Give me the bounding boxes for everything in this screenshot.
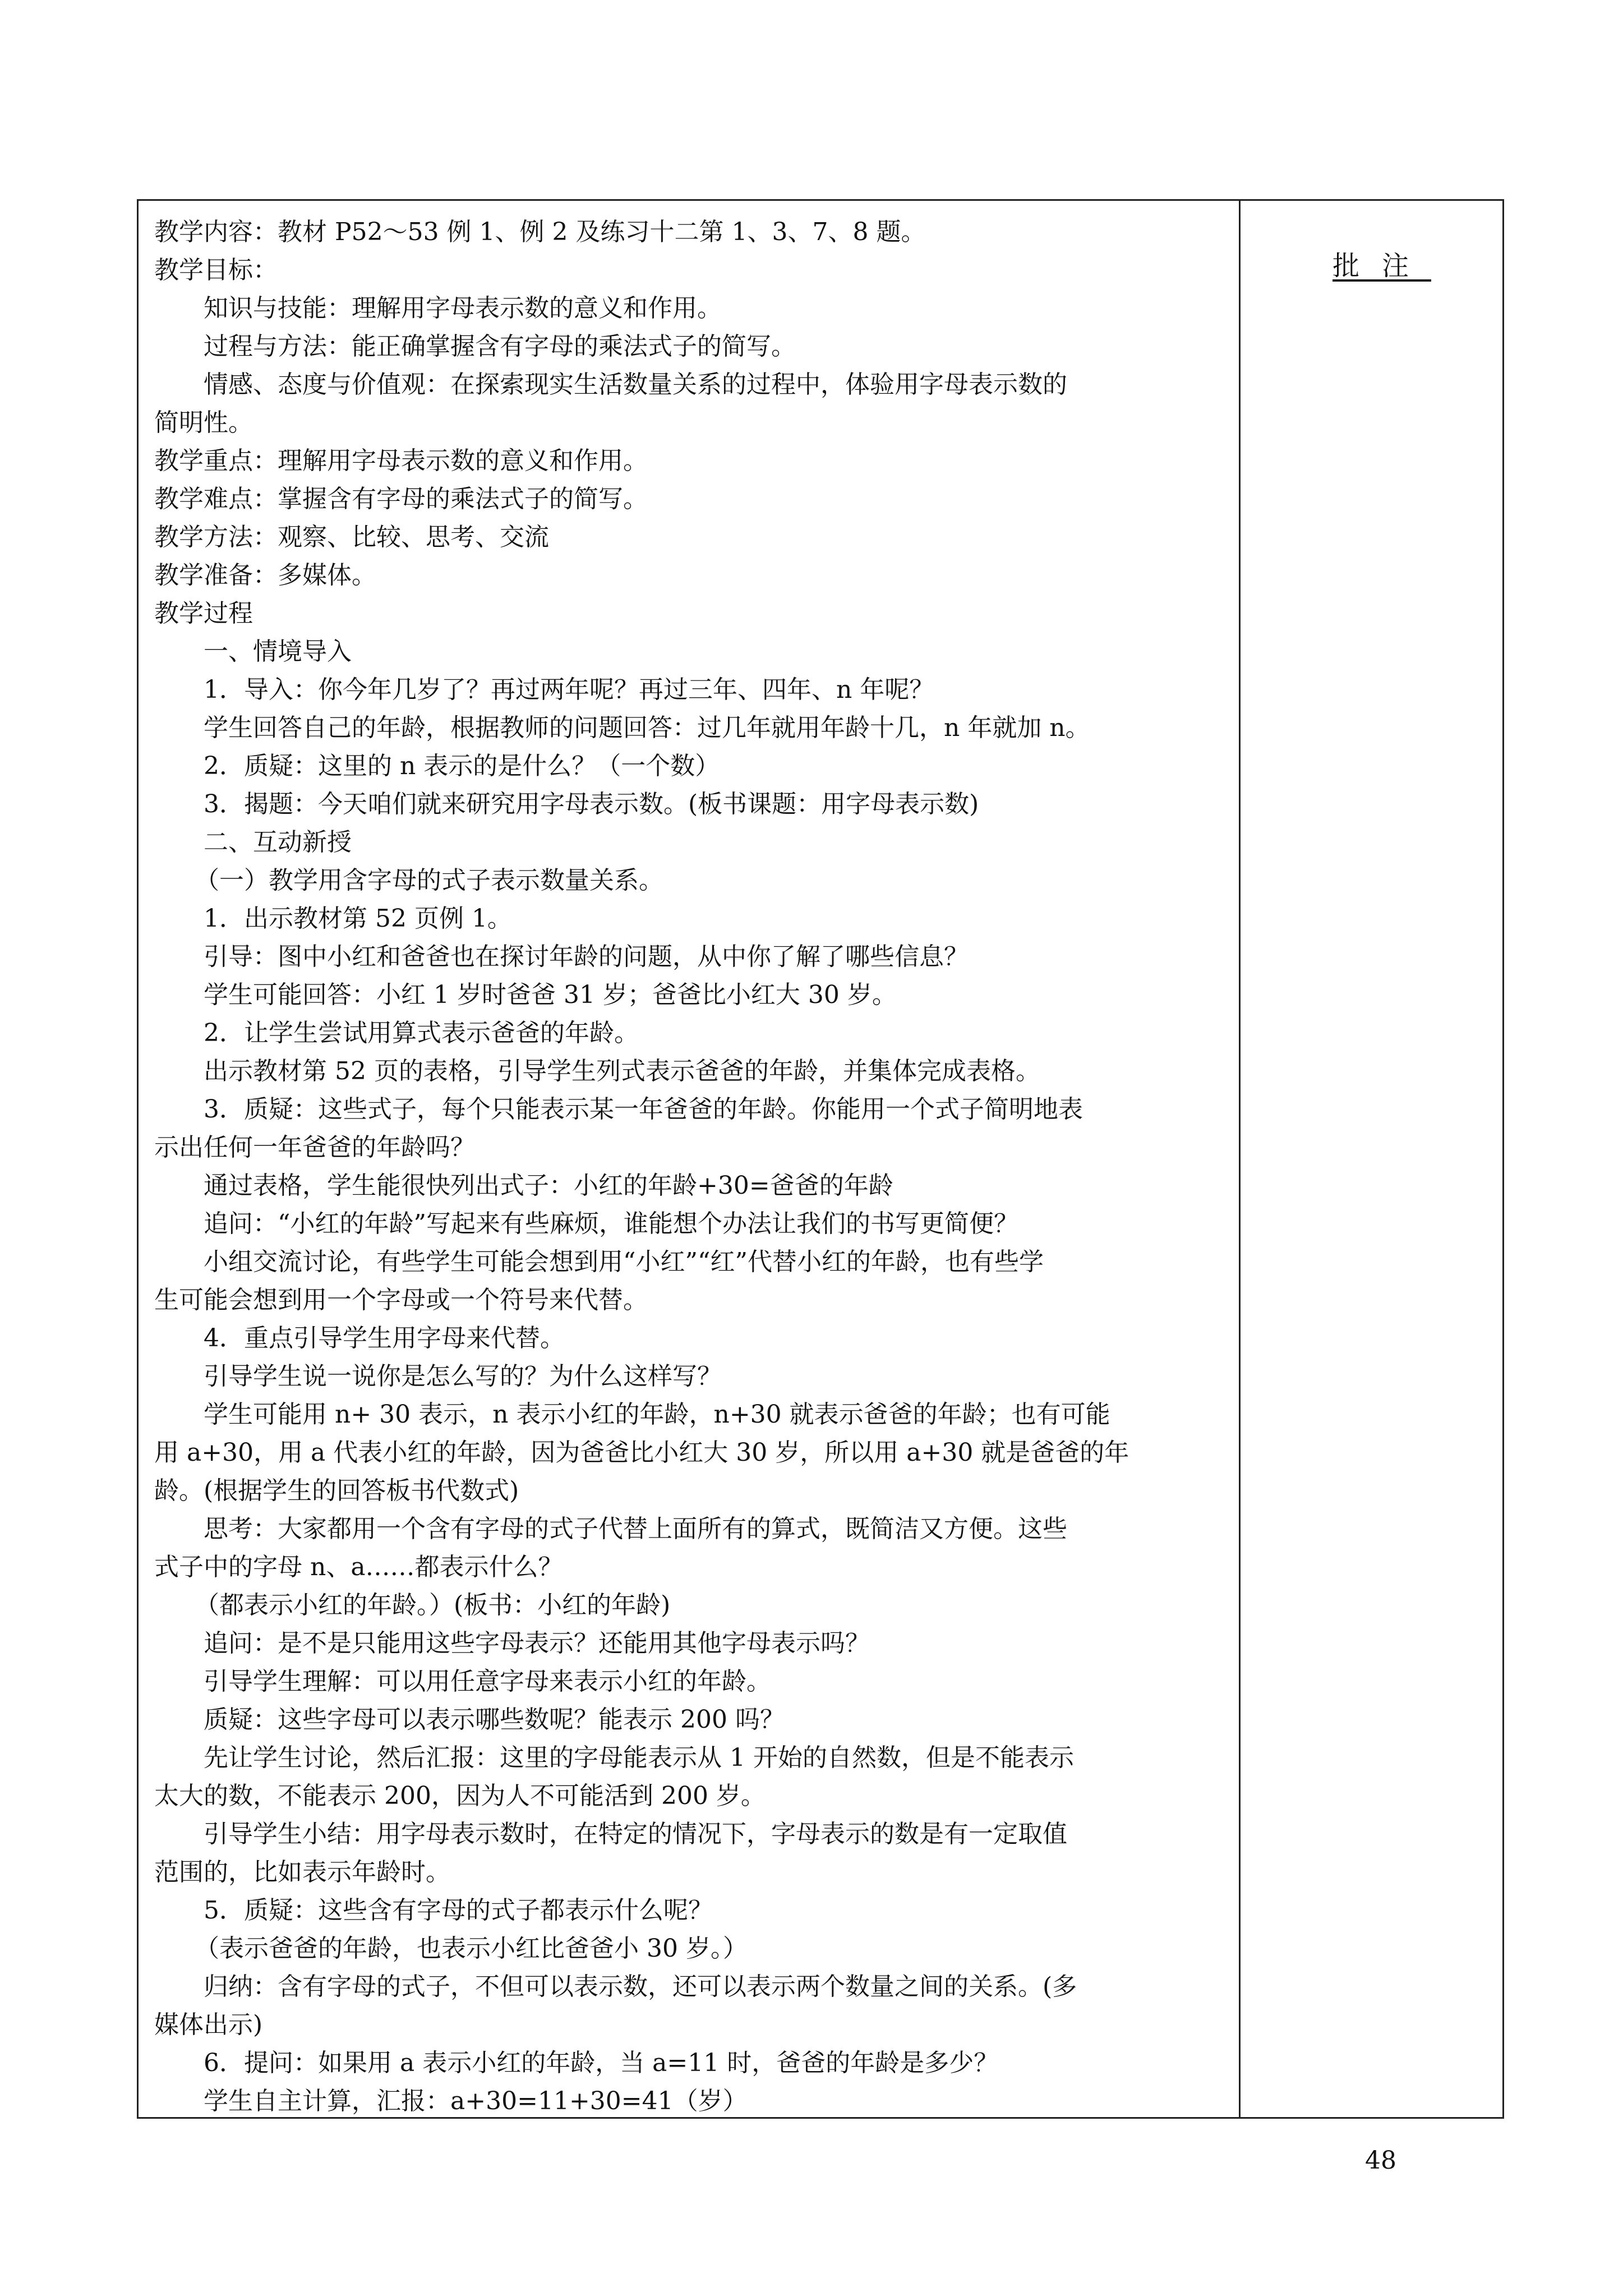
text-line: 教学难点：掌握含有字母的乘法式子的简写。	[154, 485, 648, 513]
annotation-label: 批注	[1332, 250, 1431, 282]
page-number: 48	[1365, 2146, 1396, 2175]
text-line: 范围的，比如表示年龄时。	[154, 1858, 450, 1887]
text-line: 引导学生说一说你是怎么写的？为什么这样写？	[204, 1362, 722, 1391]
text-line: 归纳：含有字母的式子，不但可以表示数，还可以表示两个数量之间的关系。(多	[204, 1972, 1077, 2001]
text-line: 引导：图中小红和爸爸也在探讨年龄的问题，从中你了解了哪些信息？	[204, 942, 969, 971]
text-line: 教学目标：	[154, 256, 278, 284]
text-line: 通过表格，学生能很快列出式子：小红的年龄+30=爸爸的年龄	[204, 1171, 893, 1200]
lesson-content	[154, 213, 1220, 2120]
lesson-table	[137, 199, 1504, 2119]
text-line: 教学内容：教材 P52～53 例 1、例 2 及练习十二第 1、3、7、8 题。	[154, 218, 926, 246]
text-line: 学生可能回答：小红 1 岁时爸爸 31 岁；爸爸比小红大 30 岁。	[204, 981, 897, 1009]
text-line: 3．揭题：今天咱们就来研究用字母表示数。(板书课题：用字母表示数)	[204, 790, 979, 818]
text-line: 质疑：这些字母可以表示哪些数呢？能表示 200 吗？	[204, 1705, 785, 1734]
text-line: 龄。(根据学生的回答板书代数式)	[154, 1476, 519, 1505]
text-line: 引导学生小结：用字母表示数时，在特定的情况下，字母表示的数是有一定取值	[204, 1820, 1067, 1848]
text-line: 知识与技能：理解用字母表示数的意义和作用。	[204, 294, 722, 323]
text-line: 一、情境导入	[204, 637, 352, 666]
text-line: 学生可能用 n+ 30 表示，n 表示小红的年龄，n+30 就表示爸爸的年龄；也有可能	[204, 1400, 1110, 1429]
text-line: （都表示小红的年龄。）(板书：小红的年龄)	[195, 1591, 671, 1619]
text-line: 2．让学生尝试用算式表示爸爸的年龄。	[204, 1019, 639, 1047]
text-line: 用 a+30，用 a 代表小红的年龄，因为爸爸比小红大 30 岁，所以用 a+30 就是爸爸的年	[154, 1438, 1129, 1467]
text-line: 教学方法：观察、比较、思考、交流	[154, 523, 549, 551]
text-line: 学生自主计算，汇报：a+30=11+30=41（岁）	[204, 2087, 748, 2115]
text-line: 引导学生理解：可以用任意字母来表示小红的年龄。	[204, 1667, 771, 1696]
text-line: 出示教材第 52 页的表格，引导学生列式表示爸爸的年龄，并集体完成表格。	[204, 1057, 1040, 1085]
text-line: 3．质疑：这些式子，每个只能表示某一年爸爸的年龄。你能用一个式子简明地表	[204, 1095, 1083, 1124]
text-line: 教学准备：多媒体。	[154, 561, 376, 590]
text-line: 追问：“小红的年龄”写起来有些麻烦，谁能想个办法让我们的书写更简便？	[204, 1209, 1018, 1238]
text-line: 太大的数，不能表示 200，因为人不可能活到 200 岁。	[154, 1782, 766, 1810]
text-line: 教学过程	[154, 599, 253, 628]
text-line: 小组交流讨论，有些学生可能会想到用“小红”“红”代替小红的年龄，也有些学	[204, 1248, 1044, 1276]
column-divider	[1239, 201, 1241, 2117]
annotation-column-header	[1239, 247, 1502, 285]
text-line: 追问：是不是只能用这些字母表示？还能用其他字母表示吗？	[204, 1629, 870, 1658]
text-line: 示出任何一年爸爸的年龄吗？	[154, 1133, 475, 1162]
text-line: 5．质疑：这些含有字母的式子都表示什么呢？	[204, 1896, 713, 1925]
text-line: 教学重点：理解用字母表示数的意义和作用。	[154, 447, 648, 475]
text-line: 1．导入：你今年几岁了？再过两年呢？再过三年、四年、n 年呢？	[204, 675, 934, 704]
text-line: （一）教学用含字母的式子表示数量关系。	[195, 866, 663, 895]
text-line: 生可能会想到用一个字母或一个符号来代替。	[154, 1286, 648, 1314]
text-line: 1．出示教材第 52 页例 1。	[204, 904, 512, 933]
text-line: 思考：大家都用一个含有字母的式子代替上面所有的算式，既简洁又方便。这些	[204, 1515, 1067, 1543]
text-line: 学生回答自己的年龄，根据教师的问题回答：过几年就用年龄十几，n 年就加 n。	[204, 714, 1090, 742]
text-line: 简明性。	[154, 408, 253, 437]
text-line: 式子中的字母 n、a……都表示什么？	[154, 1553, 563, 1581]
text-line: 过程与方法：能正确掌握含有字母的乘法式子的简写。	[204, 332, 796, 361]
text-line: 6．提问：如果用 a 表示小红的年龄，当 a=11 时，爸爸的年龄是多少？	[204, 2049, 999, 2077]
text-line: 媒体出示)	[154, 2010, 263, 2039]
text-line: 4．重点引导学生用字母来代替。	[204, 1324, 565, 1352]
text-line: 情感、态度与价值观：在探索现实生活数量关系的过程中，体验用字母表示数的	[204, 370, 1067, 399]
text-line: 先让学生讨论，然后汇报：这里的字母能表示从 1 开始的自然数，但是不能表示	[204, 1743, 1074, 1772]
text-line: 二、互动新授	[204, 828, 352, 857]
text-line: （表示爸爸的年龄，也表示小红比爸爸小 30 岁。）	[195, 1934, 748, 1963]
text-line: 2．质疑：这里的 n 表示的是什么？（一个数）	[204, 752, 720, 780]
